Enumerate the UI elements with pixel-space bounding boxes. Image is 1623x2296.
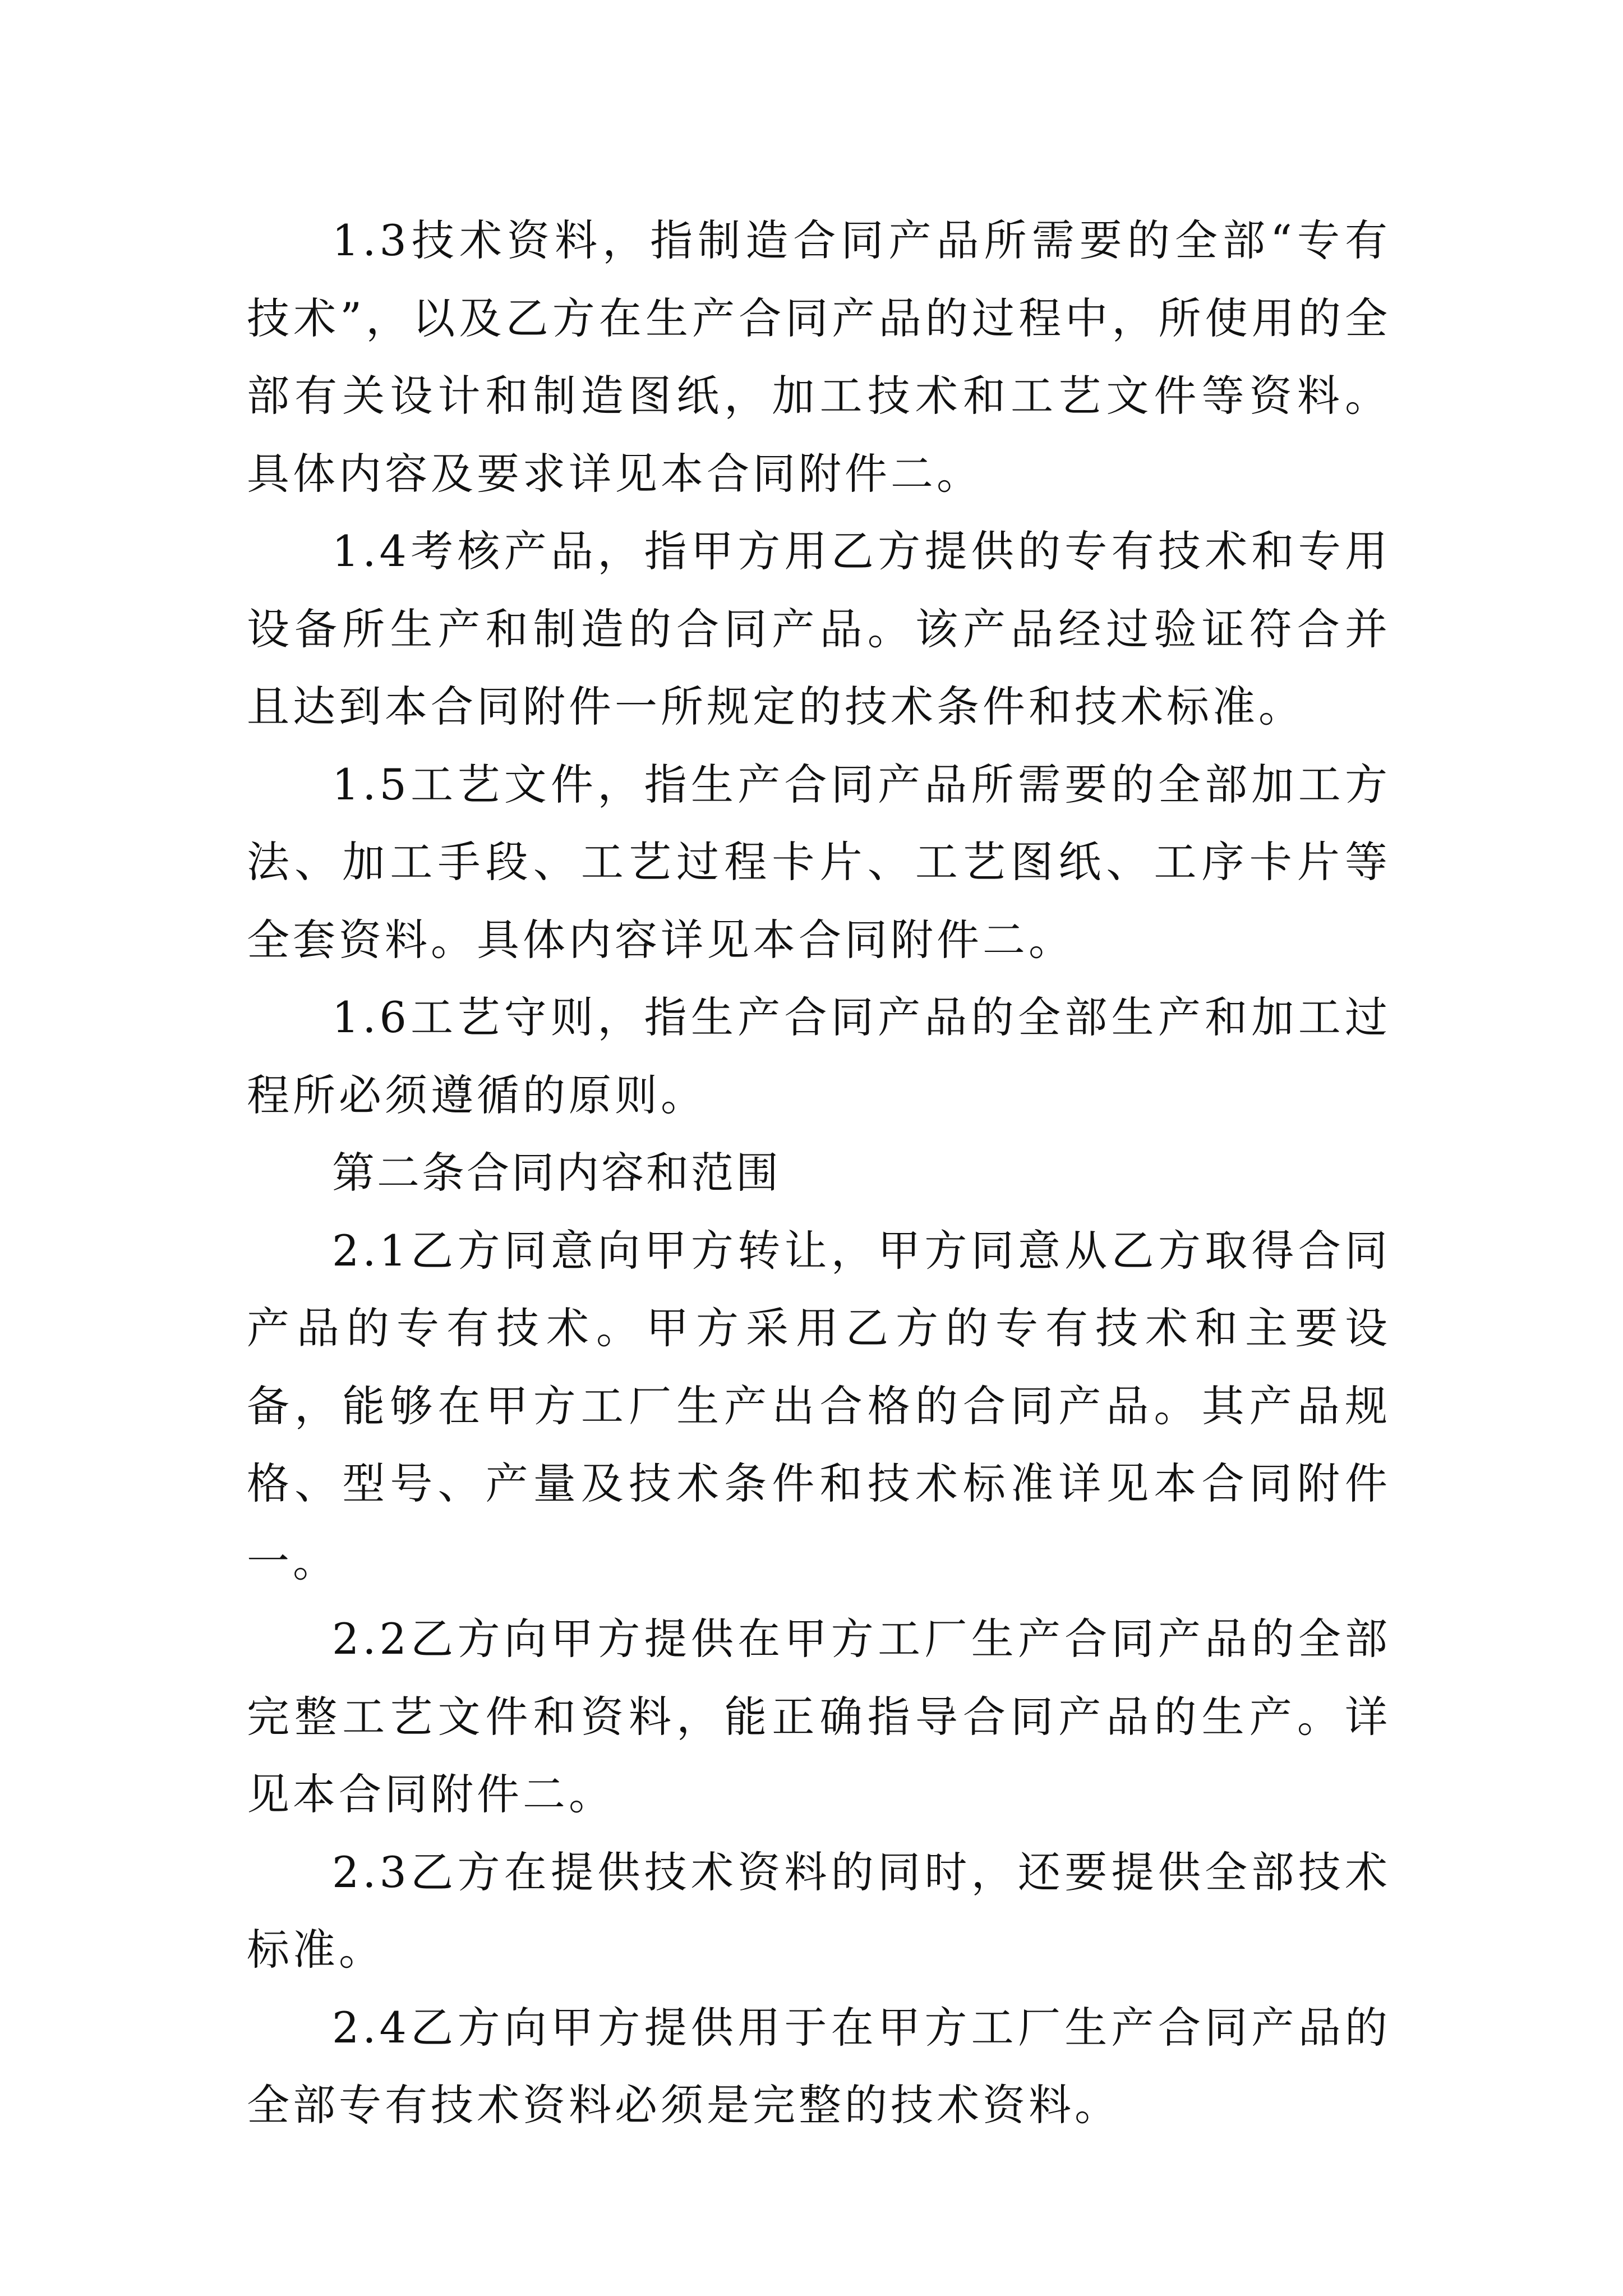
paragraph-1-6: 1.6工艺守则，指生产合同产品的全部生产和加工过程所必须遵循的原则。 bbox=[247, 992, 1391, 1120]
paragraph-2-3: 2.3乙方在提供技术资料的同时，还要提供全部技术标准。 bbox=[247, 1847, 1391, 1975]
paragraph-2-2: 2.2乙方向甲方提供在甲方工厂生产合同产品的全部完整工艺文件和资料，能正确指导合同产品的生产。详见本合同附件二。 bbox=[247, 1614, 1391, 1819]
document-body bbox=[247, 202, 1391, 2145]
paragraph-2-4: 2.4乙方向甲方提供用于在甲方工厂生产合同产品的全部专有技术资料必须是完整的技术资料。 bbox=[247, 2002, 1391, 2130]
section-heading-article-2: 第二条合同内容和范围 bbox=[332, 1148, 781, 1198]
paragraph-1-3: 1.3技术资料，指制造合同产品所需要的全部“专有技术”，以及乙方在生产合同产品的过程中，所使用的全部有关设计和制造图纸，加工技术和工艺文件等资料。具体内容及要求详见本合同附件二。 bbox=[247, 215, 1391, 499]
paragraph-1-5: 1.5工艺文件，指生产合同产品所需要的全部加工方法、加工手段、工艺过程卡片、工艺图纸、工序卡片等全套资料。具体内容详见本合同附件二。 bbox=[247, 759, 1391, 965]
paragraph-1-4: 1.4考核产品，指甲方用乙方提供的专有技术和专用设备所生产和制造的合同产品。该产品经过验证符合并且达到本合同附件一所规定的技术条件和技术标准。 bbox=[247, 526, 1391, 731]
paragraph-2-1: 2.1乙方同意向甲方转让，甲方同意从乙方取得合同产品的专有技术。甲方采用乙方的专有技术和主要设备，能够在甲方工厂生产出合格的合同产品。其产品规格、型号、产量及技术条件和技术标准详见本合同附件一。 bbox=[247, 1225, 1391, 1586]
